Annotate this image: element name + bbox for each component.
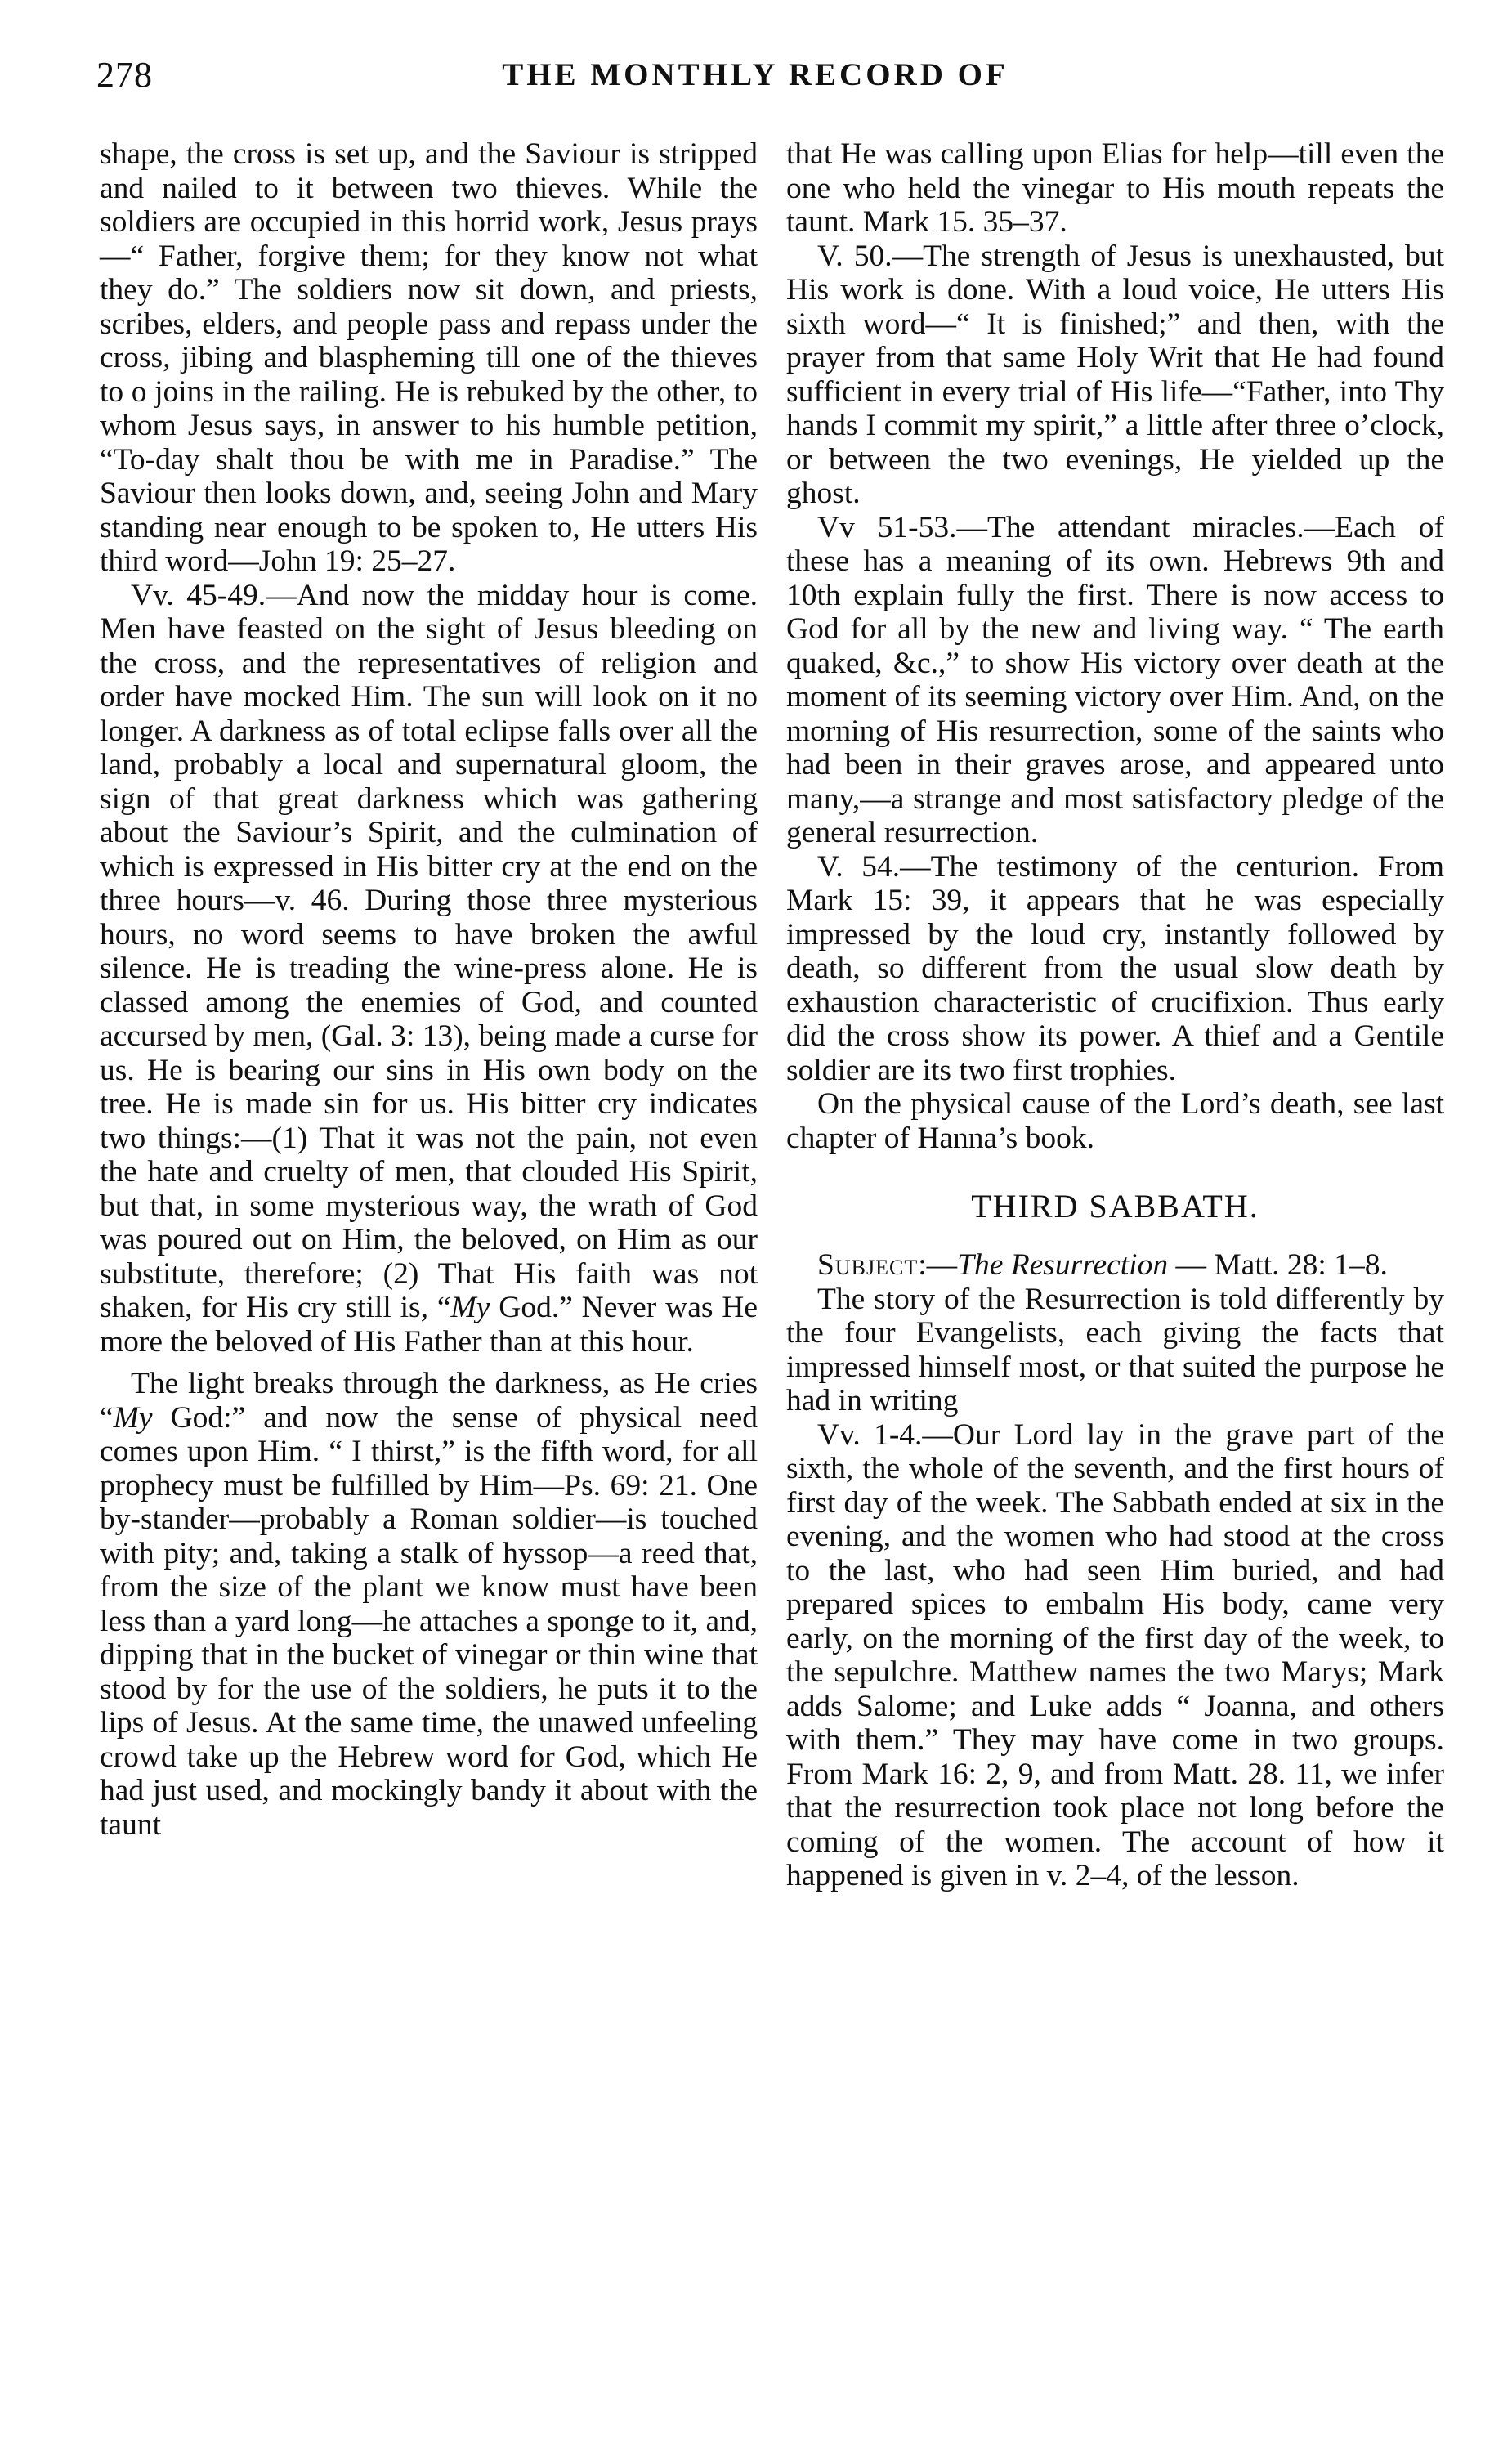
paragraph-text: God:” and now the sense of physical need comes upon Him. “ I thirst,” is the fifth word, for all prophecy must be fulfilled by Him—Ps. 69: 21. One by-stander—probably a Roman soldier—is touched with pity; and, taking a stalk of hyssop—a reed that, from the size of the plant we know must have been less than a yard long—he attaches a sponge to it, and, dipping that in the bucket of vinegar or thin wine that stood by for the use of the soldiers, he puts it to the lips of Jesus. At the same time, the unawed unfeeling crowd take up the Hebrew word for God, which He had just used, and mockingly bandy it about with the taunt <box>100 1400 758 1842</box>
subject-reference: — Matt. 28: 1–8. <box>1168 1248 1388 1282</box>
paragraph-elias-continued: that He was calling upon Elias for help—till even the one who held the vinegar to His mouth repeats the taunt. Mark 15. 35–37. <box>786 137 1444 239</box>
subject-title: The Resurrection <box>957 1248 1169 1282</box>
page-number: 278 <box>96 55 153 95</box>
paragraph-resurrection-intro: The story of the Resurrection is told differently by the four Evangelists, each giving the facts that impressed himself most, or that suited the purpose he had in writing <box>786 1282 1444 1417</box>
section-heading: THIRD SABBATH. <box>971 1188 1259 1225</box>
emphasis-my: My <box>450 1291 490 1324</box>
running-head <box>96 51 1414 100</box>
paragraph-v-54: V. 54.—The testimony of the centurion. From Mark 15: 39, it appears that he was especially impressed by the loud cry, instantly followed by death, so different from the usual slow death by exhaustion characteristic of crucifixion. Thus early did the cross show its power. A thief and a Gentile soldier are its two first trophies. <box>786 849 1444 1087</box>
paragraph-text: God.” Never was He more the beloved of His Father than at this hour. <box>100 1291 758 1359</box>
paragraph-physical-cause: On the physical cause of the Lord’s death, see last chapter of Hanna’s book. <box>786 1087 1444 1155</box>
subject-label: Subject <box>817 1248 919 1282</box>
running-title: THE MONTHLY RECORD OF <box>502 57 1009 92</box>
subject-line <box>786 1248 1444 1283</box>
paragraph-text: The light breaks through the darkness, as He cries “ <box>100 1367 758 1435</box>
right-column <box>786 137 1444 1893</box>
subject-separator: :— <box>918 1248 958 1282</box>
paragraph-v-50: V. 50.—The strength of Jesus is unexhausted, but His work is done. With a loud voice, He utters His sixth word—“ It is finished;” and then, with the prayer from that same Holy Writ that He had found sufficient in every trial of His life—“Father, into Thy hands I commit my spirit,” a little after three o’clock, or between the two evenings, He yielded up the ghost. <box>786 239 1444 510</box>
paragraph-vv-51-53: Vv 51-53.—The attendant miracles.—Each of these has a meaning of its own. Hebrews 9th and 10th explain fully the first. There is now access to God for all by the new and living way. “ The earth quaked, &c.,” to show His victory over death at the moment of its seeming victory over Him. And, on the morning of His resurrection, some of the saints who had been in their graves arose, and appeared unto many,—a strange and most satisfactory pledge of the general resurrection. <box>786 510 1444 849</box>
emphasis-my: My <box>113 1400 153 1435</box>
paragraph-crucifixion-continued: shape, the cross is set up, and the Saviour is stripped and nailed to it between two thieves. While the soldiers are occupied in this horrid work, Jesus prays—“ Father, forgive them; for they know not what they do.” The soldiers now sit down, and priests, scribes, elders, and people pass and repass under the cross, jibing and blaspheming till one of the thieves to o joins in the railing. He is rebuked by the other, to whom Jesus says, in answer to his humble petition, “To-day shalt thou be with me in Paradise.” The Saviour then looks down, and, seeing John and Mary standing near enough to be spoken to, He utters His third word—John 19: 25–27. <box>100 137 758 578</box>
left-column <box>100 137 758 1842</box>
paragraph-vv-1-4: Vv. 1-4.—Our Lord lay in the grave part of the sixth, the whole of the seventh, and the first hours of first day of the week. The Sabbath ended at six in the evening, and the women who had stood at the cross to the last, who had seen Him buried, and had prepared spices to embalm His body, came very early, on the morning of the first day of the week, to the sepulchre. Matthew names the two Marys; Mark adds Salome; and Luke adds “ Joanna, and others with them.” They may have come in two groups. From Mark 16: 2, 9, and from Matt. 28. 11, we infer that the resurrection took place not long before the coming of the women. The account of how it happened is given in v. 2–4, of the lesson. <box>786 1417 1444 1892</box>
paragraph-fifth-word <box>100 1367 758 1842</box>
paragraph-text: Vv. 45-49.—And now the midday hour is come. Men have feasted on the sight of Jesus bleeding on the cross, and the representatives of religion and order have mocked Him. The sun will look on it no longer. A darkness as of total eclipse falls over all the land, probably a local and supernatural gloom, the sign of that great darkness which was gathering about the Saviour’s Spirit, and the culmination of which is expressed in His bitter cry at the end on the three hours—v. 46. During those three mysterious hours, no word seems to have broken the awful silence. He is treading the wine-press alone. He is classed among the enemies of God, and counted accursed by men, (Gal. 3: 13), being made a curse for us. He is bearing our sins in His own body on the tree. He is made sin for us. His bitter cry indicates two things:—(1) That it was not the pain, not even the hate and cruelty of men, that clouded His Spirit, but that, in some mysterious way, the wrath of God was poured out on Him, the beloved, on Him as our substitute, therefore; (2) That His faith was not shaken, for His cry still is, “ <box>100 578 758 1324</box>
paragraph-vv-45-49 <box>100 579 758 1359</box>
